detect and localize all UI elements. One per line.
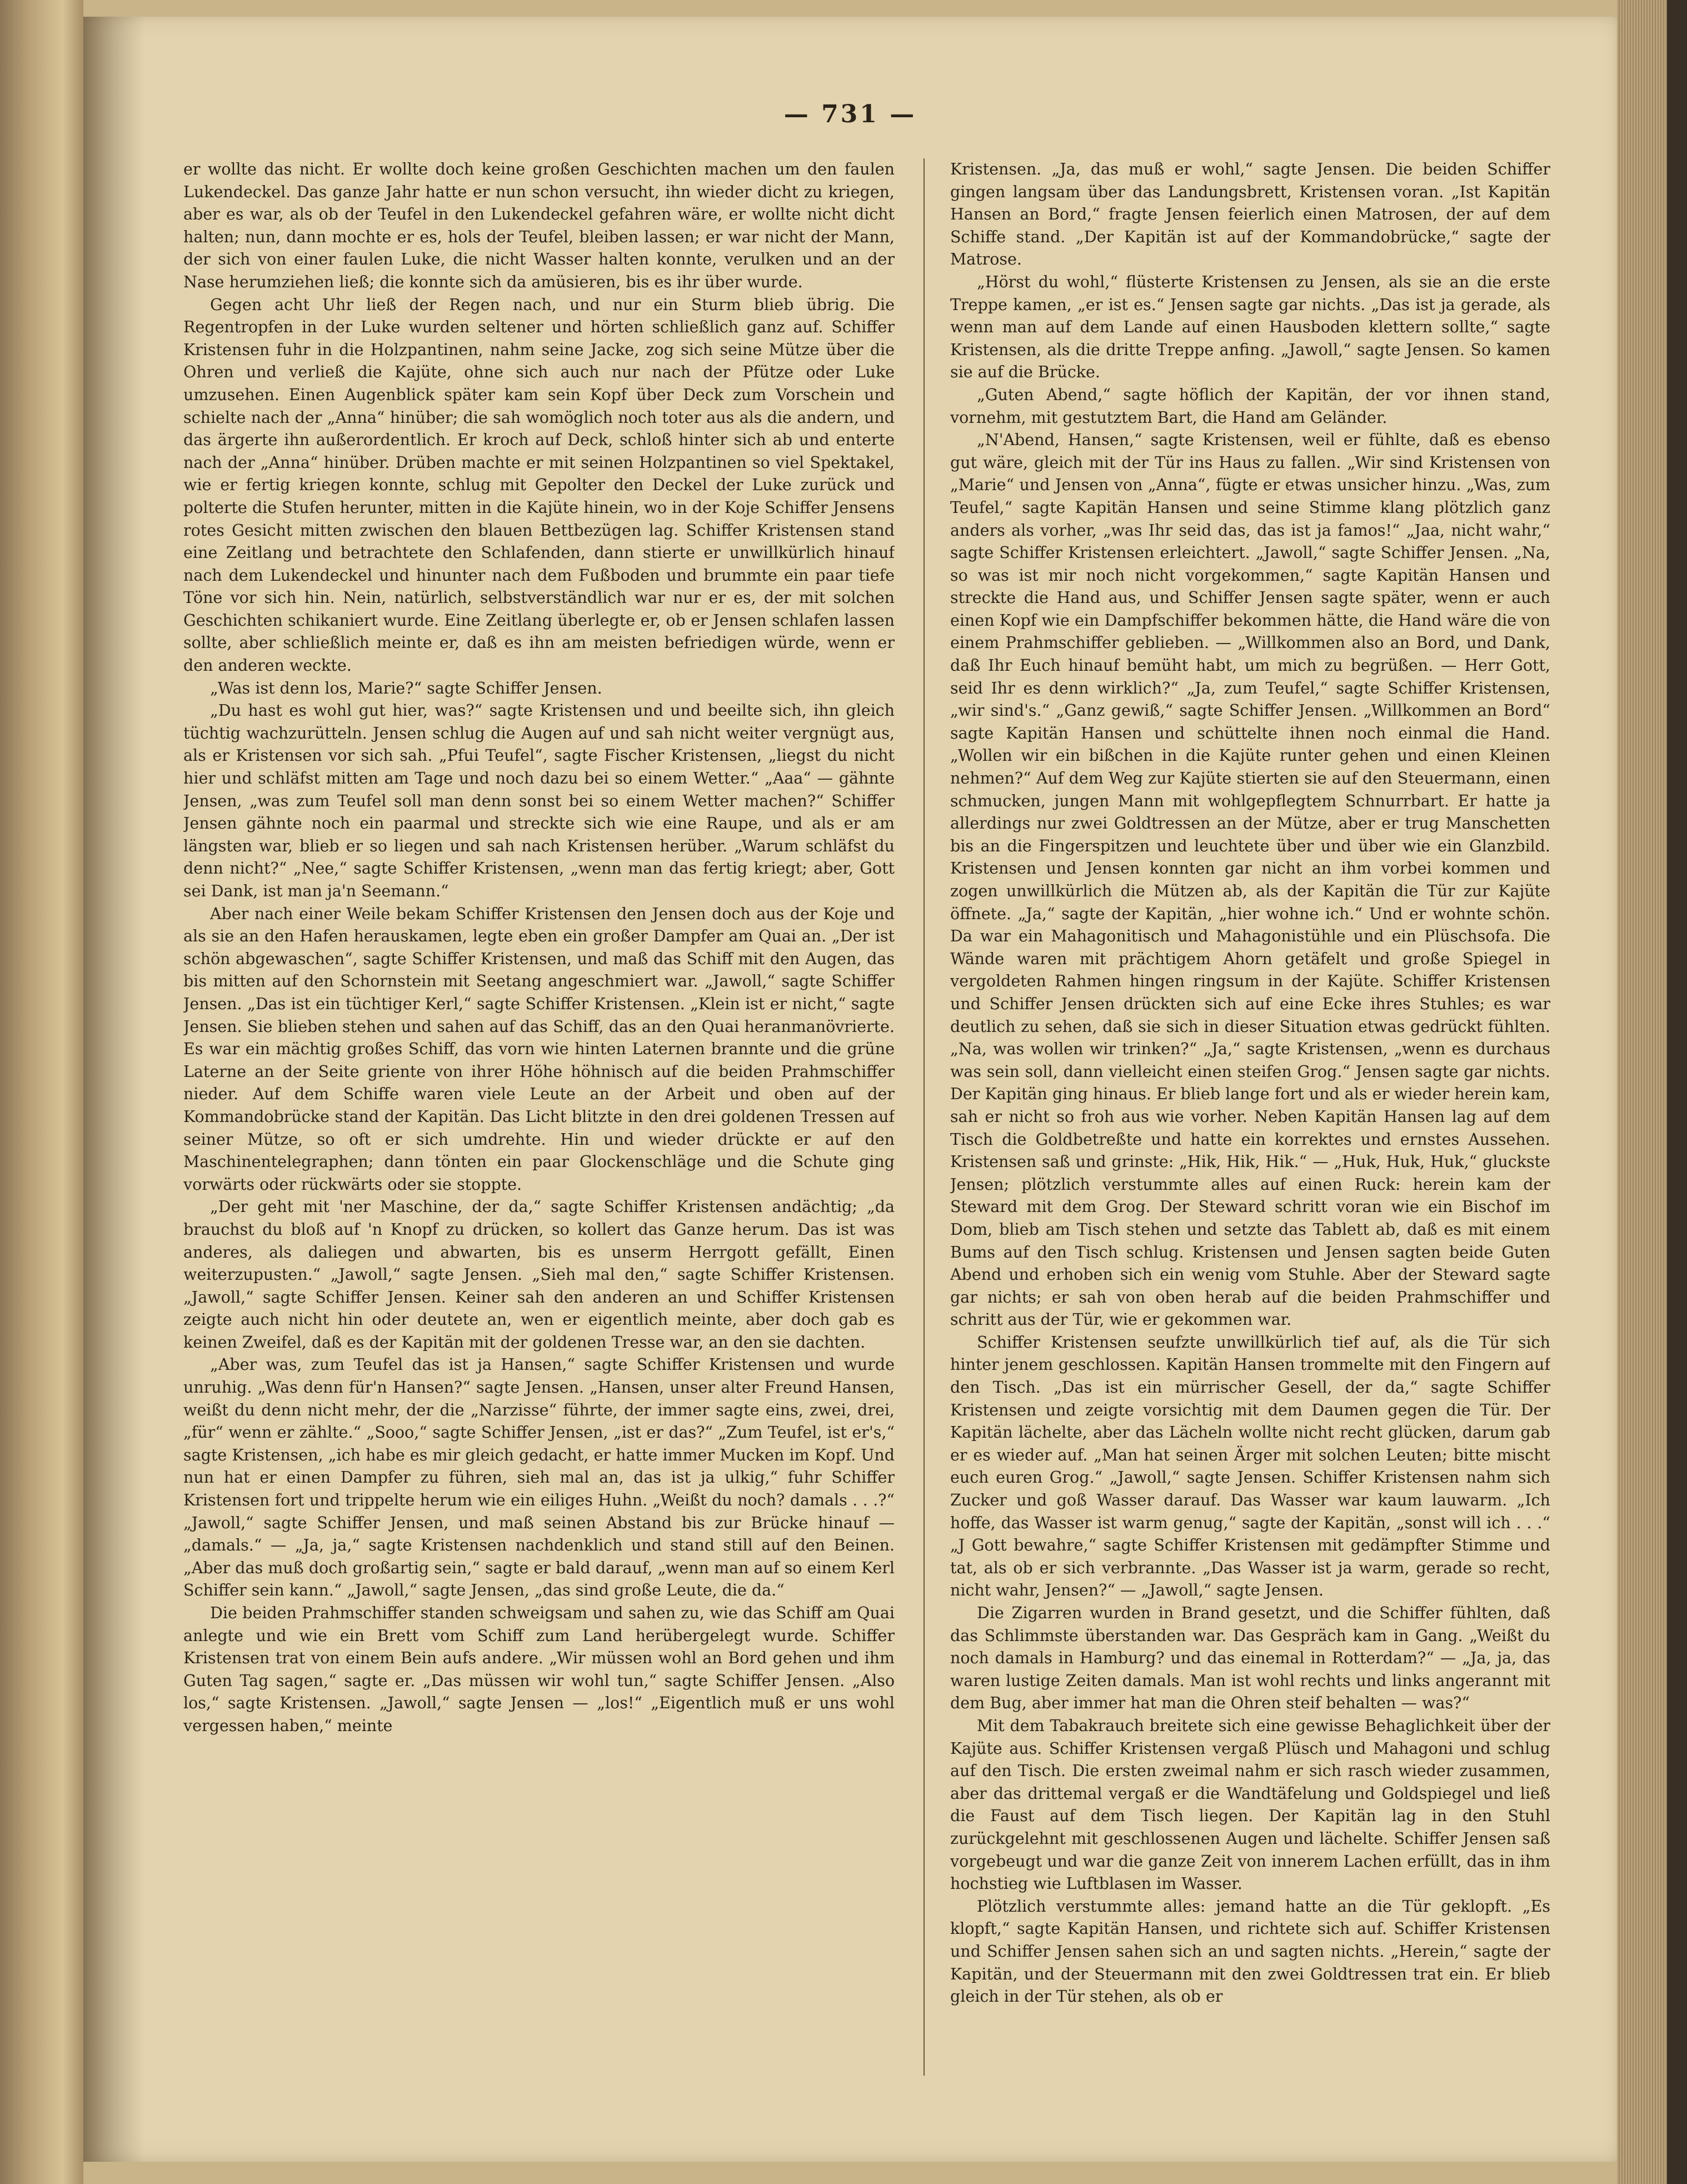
right-paragraph: „N'Abend, Hansen,“ sagte Kristensen, weil er fühlte, daß es ebenso gut wäre, gleich mit der Tür ins Haus zu fallen. „Wir sind Kristensen von „Marie“ und Jensen von „Anna“, fügte er etwas unsicher hinzu. „Was, zum Teufel,“ sagte Kapitän Hansen und seine Stimme klang plötzlich ganz anders als vorher, „was Ihr seid das, das ist ja famos!“ „Jaa, nicht wahr,“ sagte Schiffer Kristensen erleichtert. „Jawoll,“ sagte Schiffer Jensen. „Na, so was ist mir noch nicht vorgekommen,“ sagte Kapitän Hansen und streckte die Hand aus, und Schiffer Jensen sagte später, wenn er auch einen Kopf wie ein Dampfschiffer bekommen hätte, die Hand wäre die von einem Prahmschiffer geblieben. — „Willkommen also an Bord, und Dank, daß Ihr Euch hinauf bemüht habt, um mich zu begrüßen. — Herr Gott, seid Ihr es denn wirklich?“ „Ja, zum Teufel,“ sagte Schiffer Kristensen, „wir sind's.“ „Ganz gewiß,“ sagte Schiffer Jensen. „Willkommen an Bord“ sagte Kapitän Hansen und schüttelte ihnen noch einmal die Hand. „Wollen wir ein bißchen in die Kajüte runter gehen und einen Kleinen nehmen?“ Auf dem Weg zur Kajüte stierten sie auf den Steuermann, einen schmucken, jungen Mann mit wohlgepflegtem Schnurrbart. Er hatte ja allerdings nur zwei Goldtressen an der Mütze, aber er trug Manschetten bis an die Fingerspitzen und leuchtete über und über wie ein Glanzbild. Kristensen und Jensen konnten gar nicht an ihm vorbei kommen und zogen unwillkürlich die Mützen ab, als der Kapitän die Tür zur Kajüte öffnete. „Ja,“ sagte der Kapitän, „hier wohne ich.“ Und er wohnte schön. Da war ein Mahagonitisch und Mahagonistühle und ein Plüschsofa. Die Wände waren mit prächtigem Ahorn getäfelt und große Spiegel in vergoldeten Rahmen hingen ringsum in der Kajüte. Schiffer Kristensen und Schiffer Jensen drückten sich auf eine Ecke ihres Stuhles; es war deutlich zu sehen, daß sie sich in dieser Situation etwas gedrückt fühlten. „Na, was wollen wir trinken?“ „Ja,“ sagte Kristensen, „wenn es durchaus was sein soll, dann vielleicht einen steifen Grog.“ Jensen sagte gar nichts. Der Kapitän ging hinaus. Er blieb lange fort und als er wieder herein kam, sah er nicht so froh aus wie vorher. Neben Kapitän Hansen lag auf dem Tisch die Goldbetreßte und hatte ein korrektes und ernstes Aussehen. Kristensen saß und grinste: „Hik, Hik, Hik.“ — „Huk, Huk, Huk,“ gluckste Jensen; plötzlich verstummte alles auf einen Ruck: herein kam der Steward mit dem Grog. Der Steward schritt voran wie ein Bischof im Dom, blieb am Tisch stehen und setzte das Tablett ab, daß es mit einem Bums auf den Tisch schlug. Kristensen und Jensen sagten beide Guten Abend und erhoben sich ein wenig vom Stuhle. Aber der Steward sagte gar nichts; er sah von oben herab auf die beiden Prahmschiffer und schritt aus der Tür, wie er gekommen war.: [950, 431, 1550, 1329]
left-column: [183, 158, 895, 2076]
right-paragraph: „Guten Abend,“ sagte höflich der Kapitän, der vor ihnen stand, vornehm, mit gestutztem Bart, die Hand am Geländer.: [950, 385, 1550, 427]
previous-page-edge: [0, 0, 83, 2184]
left-paragraph: „Du hast es wohl gut hier, was?“ sagte Kristensen und und beeilte sich, ihn gleich tüchtig wachzurütteln. Jensen schlug die Augen auf und sah nicht weiter vergnügt aus, als er Kristensen vor sich sah. „Pfui Teufel“, sagte Fischer Kristensen, „liegst du nicht hier und schläfst mitten am Tage und noch dazu bei so einem Wetter.“ „Aaa“ — gähnte Jensen, „was zum Teufel soll man denn sonst bei so einem Wetter machen?“ Schiffer Jensen gähnte noch ein paarmal und streckte sich wie eine Raupe, und als er am längsten war, blieb er so liegen und sah nach Kristensen herüber. „Warum schläfst du denn nicht?“ „Nee,“ sagte Schiffer Kristensen, „wenn man das fertig kriegt; aber, Gott sei Dank, ist man ja'n Seemann.“: [183, 701, 895, 900]
page-number: — 731 —: [783, 100, 917, 128]
right-paragraph: Kristensen. „Ja, das muß er wohl,“ sagte Jensen. Die beiden Schiffer gingen langsam über das Landungsbrett, Kristensen voran. „Ist Kapitän Hansen an Bord,“ fragte Jensen feierlich einen Matrosen, der auf dem Schiffe stand. „Der Kapitän ist auf der Kommandobrücke,“ sagte der Matrose.: [950, 160, 1550, 269]
left-paragraph: Gegen acht Uhr ließ der Regen nach, und nur ein Sturm blieb übrig. Die Regentropfen in der Luke wurden seltener und hörten schließlich ganz auf. Schiffer Kristensen fuhr in die Holzpantinen, nahm seine Jacke, zog sich seine Mütze über die Ohren und verließ die Kajüte, ohne sich auch nur nach der Pfütze oder Luke umzusehen. Einen Augenblick später kam sein Kopf über Deck zum Vorschein und schielte nach der „Anna“ hinüber; die sah womöglich noch toter aus als die andern, und das ärgerte ihn außerordentlich. Er kroch auf Deck, schloß hinter sich ab und enterte nach der „Anna“ hinüber. Drüben machte er mit seinen Holzpantinen so viel Spektakel, wie er fertig kriegen konnte, schlug mit Gepolter den Deckel der Luke zurück und polterte die Stufen herunter, mitten in die Kajüte hinein, wo in der Koje Schiffer Jensens rotes Gesicht mitten zwischen den blauen Bettbezügen lag. Schiffer Kristensen stand eine Zeitlang und betrachtete den Schlafenden, dann stierte er unwillkürlich hinauf nach dem Lukendeckel und hinunter nach dem Fußboden und brummte ein paar tiefe Töne vor sich hin. Nein, natürlich, selbstverständlich war nur er es, der mit solchen Geschichten schikaniert wurde. Eine Zeitlang überlegte er, ob er Jensen schlafen lassen sollte, aber schließlich meinte er, daß es ihn am meisten befriedigen würde, wenn er den anderen weckte.: [183, 295, 895, 675]
book-cover-edge: [1667, 0, 1687, 2184]
right-column: [950, 158, 1550, 2076]
left-paragraph: „Aber was, zum Teufel das ist ja Hansen,“ sagte Schiffer Kristensen und wurde unruhig. „Was denn für'n Hansen?“ sagte Jensen. „Hansen, unser alter Freund Hansen, weißt du denn nicht mehr, der die „Narzisse“ führte, der immer sagte eins, zwei, drei, „für“ wenn er zählte.“ „Sooo,“ sagte Schiffer Jensen, „ist er das?“ „Zum Teufel, ist er's,“ sagte Kristensen, „ich habe es mir gleich gedacht, er hatte immer Mucken im Kopf. Und nun hat er einen Dampfer zu führen, sieh mal an, das ist ja ulkig,“ fuhr Schiffer Kristensen fort und trippelte herum wie ein eiliges Huhn. „Weißt du noch? damals . . .?“ „Jawoll,“ sagte Schiffer Jensen, und maß seinen Abstand bis zur Brücke hinauf — „damals.“ — „Ja, ja,“ sagte Kristensen nachdenklich und stand still auf den Beinen. „Aber das muß doch großartig sein,“ sagte er bald darauf, „wenn man auf so einem Kerl Schiffer sein kann.“ „Jawoll,“ sagte Jensen, „das sind große Leute, die da.“: [183, 1355, 895, 1600]
column-divider: [924, 158, 925, 2076]
right-paragraph: „Hörst du wohl,“ flüsterte Kristensen zu Jensen, als sie an die erste Treppe kamen, „er ist es.“ Jensen sagte gar nichts. „Das ist ja gerade, als wenn man auf dem Lande auf einen Hausboden klettern sollte,“ sagte Kristensen, als die dritte Treppe anfing. „Jawoll,“ sagte Jensen. So kamen sie auf die Brücke.: [950, 272, 1550, 382]
left-paragraph: Aber nach einer Weile bekam Schiffer Kristensen den Jensen doch aus der Koje und als sie an den Hafen herauskamen, legte eben ein großer Dampfer am Quai an. „Der ist schön abgewaschen“, sagte Schiffer Kristensen, und maß das Schiff mit den Augen, das bis mitten auf den Schornstein mit Seetang angeschmiert war. „Jawoll,“ sagte Schiffer Jensen. „Das ist ein tüchtiger Kerl,“ sagte Schiffer Kristensen. „Klein ist er nicht,“ sagte Jensen. Sie blieben stehen und sahen auf das Schiff, das an den Quai heranmanövrierte. Es war ein mächtig großes Schiff, das vorn wie hinten Laternen brannte und die grüne Laterne an der Seite griente von ihrer Höhe höhnisch auf die beiden Prahmschiffer nieder. Auf dem Schiffe waren viele Leute an der Arbeit und oben auf der Kommandobrücke stand der Kapitän. Das Licht blitzte in den drei goldenen Tressen auf seiner Mütze, so oft er sich umdrehte. Hin und wieder drückte er auf den Maschinentelegraphen; dann tönten ein paar Glockenschläge und die Schute ging vorwärts oder rückwärts oder sie stoppte.: [183, 904, 895, 1194]
book-page: [83, 17, 1617, 2162]
gutter-shadow: [83, 17, 144, 2162]
right-paragraph: Schiffer Kristensen seufzte unwillkürlich tief auf, als die Tür sich hinter jenem geschlossen. Kapitän Hansen trommelte mit den Fingern auf den Tisch. „Das ist ein mürrischer Gesell, der da,“ sagte Schiffer Kristensen und zeigte vorsichtig mit dem Daumen gegen die Tür. Der Kapitän lächelte, aber das Lächeln wollte nicht recht glücken, darum gab er es wieder auf. „Man hat seinen Ärger mit solchen Leuten; bitte mischt euch euren Grog.“ „Jawoll,“ sagte Jensen. Schiffer Kristensen nahm sich Zucker und goß Wasser darauf. Das Wasser war kaum lauwarm. „Ich hoffe, das Wasser ist warm genug,“ sagte der Kapitän, „sonst will ich . . .“ „J Gott bewahre,“ sagte Schiffer Kristensen mit gedämpfter Stimme und tat, als ob er sich verbrannte. „Das Wasser ist ja warm, gerade so recht, nicht wahr, Jensen?“ — „Jawoll,“ sagte Jensen.: [950, 1333, 1550, 1600]
left-paragraph: Die beiden Prahmschiffer standen schweigsam und sahen zu, wie das Schiff am Quai anlegte und wie ein Brett vom Schiff zum Land herübergelegt wurde. Schiffer Kristensen trat von einem Bein aufs andere. „Wir müssen wohl an Bord gehen und ihm Guten Tag sagen,“ sagte er. „Das müssen wir wohl tun,“ sagte Schiffer Jensen. „Also los,“ sagte Kristensen. „Jawoll,“ sagte Jensen — „los!“ „Eigentlich muß er uns wohl vergessen haben,“ meinte: [183, 1604, 895, 1735]
left-paragraph: er wollte das nicht. Er wollte doch keine großen Geschichten machen um den faulen Lukendeckel. Das ganze Jahr hatte er nun schon versucht, ihn wieder dicht zu kriegen, aber es war, als ob der Teufel in den Lukendeckel gefahren wäre, er wollte nicht dicht halten; nun, dann mochte er es, hols der Teufel, bleiben lassen; er war nicht der Mann, der sich von einer faulen Luke, die nicht Wasser halten konnte, verulken und an der Nase herumziehen ließ; die konnte sich da amüsieren, bis es ihr über wurde.: [183, 160, 895, 291]
right-paragraph: Plötzlich verstummte alles: jemand hatte an die Tür geklopft. „Es klopft,“ sagte Kapitän Hansen, und richtete sich auf. Schiffer Kristensen und Schiffer Jensen sahen sich an und sagten nichts. „Herein,“ sagte der Kapitän, und der Steuermann mit den zwei Goldtressen trat ein. Er blieb gleich in der Tür stehen, als ob er: [950, 1897, 1550, 2006]
right-paragraph: Mit dem Tabakrauch breitete sich eine gewisse Behaglichkeit über der Kajüte aus. Schiffer Kristensen vergaß Plüsch und Mahagoni und schlug auf den Tisch. Die ersten zweimal nahm er sich rasch wieder zusammen, aber das drittemal vergaß er die Wandtäfelung und Goldspiegel und ließ die Faust auf dem Tisch liegen. Der Kapitän lag in den Stuhl zurückgelehnt mit geschlossenen Augen und lächelte. Schiffer Jensen saß vorgebeugt und war die ganze Zeit von innerem Lachen erfüllt, das in ihm hochstieg wie Luftblasen im Wasser.: [950, 1716, 1550, 1893]
left-paragraph: „Was ist denn los, Marie?“ sagte Schiffer Jensen.: [210, 679, 602, 697]
right-paragraph: Die Zigarren wurden in Brand gesetzt, und die Schiffer fühlten, daß das Schlimmste überstanden war. Das Gespräch kam in Gang. „Weißt du noch damals in Hamburg? und das einemal in Rotterdam?“ — „Ja, ja, das waren lustige Zeiten damals. Man ist wohl rechts und links angerannt mit dem Bug, aber immer hat man die Ohren steif behalten — was?“: [950, 1604, 1550, 1713]
left-paragraph: „Der geht mit 'ner Maschine, der da,“ sagte Schiffer Kristensen andächtig; „da brauchst du bloß auf 'n Knopf zu drücken, so kollert das Ganze herum. Das ist was anderes, als daliegen und abwarten, bis es unserm Herrgott gefällt, Einen weiterzupusten.“ „Jawoll,“ sagte Jensen. „Sieh mal den,“ sagte Schiffer Kristensen. „Jawoll,“ sagte Schiffer Jensen. Keiner sah den anderen an und Schiffer Kristensen zeigte auch nicht hin oder deutete an, wen er eigentlich meinte, aber doch gab es keinen Zweifel, daß es der Kapitän mit der goldenen Tresse war, an den sie dachten.: [183, 1198, 895, 1352]
